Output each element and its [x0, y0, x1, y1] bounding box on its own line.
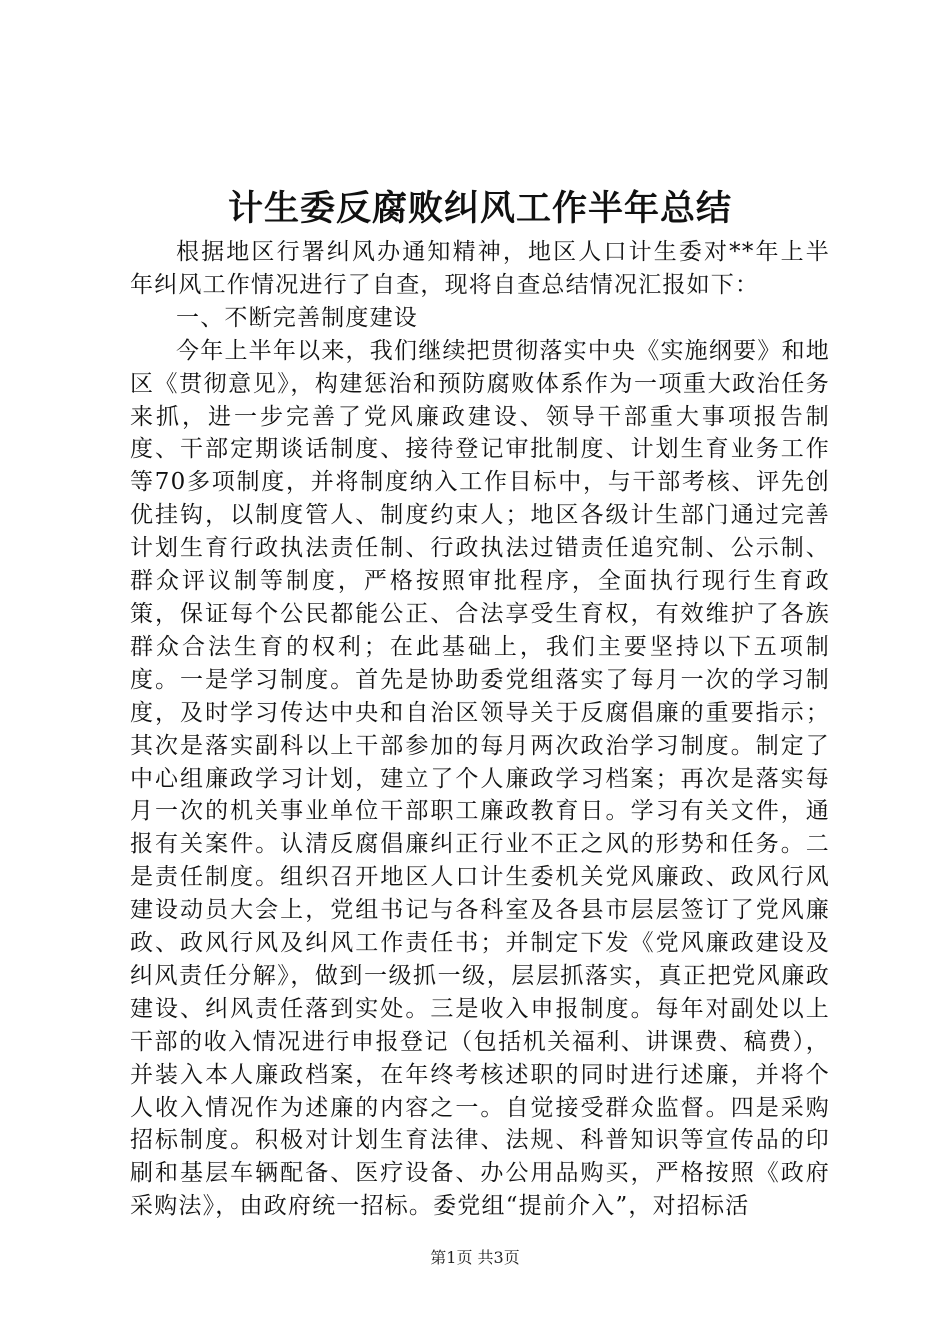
body-paragraph: 今年上半年以来，我们继续把贯彻落实中央《实施纲要》和地区《贯彻意见》，构建惩治和预防腐败体系作为一项重大政治任务来抓，进一步完善了党风廉政建设、领导干部重大事项报告制度、干部定期谈话制度、接待登记审批制度、计划生育业务工作等70多项制度，并将制度纳入工作目标中，与干部考核、评先创优挂钩，以制度管人、制度约束人；地区各级计生部门通过完善计划生育行政执法责任制、行政执法过错责任追究制、公示制、群众评议制等制度，严格按照审批程序，全面执行现行生育政策，保证每个公民都能公正、合法享受生育权，有效维护了各族群众合法生育的权利；在此基础上，我们主要坚持以下五项制度。一是学习制度。首先是协助委党组落实了每月一次的学习制度，及时学习传达中央和自治区领导关于反腐倡廉的重要指示；其次是落实副科以上干部参加的每月两次政治学习制度。制定了中心组廉政学习计划，建立了个人廉政学习档案；再次是落实每月一次的机关事业单位干部职工廉政教育日。学习有关文件，通报有关案件。认清反腐倡廉纠正行业不正之风的形势和任务。二是责任制度。组织召开地区人口计生委机关党风廉政、政风行风建设动员大会上，党组书记与各科室及各县市层层签订了党风廉政、政风行风及纠风工作责任书；并制定下发《党风廉政建设及纠风责任分解》，做到一级抓一级，层层抓落实，真正把党风廉政建设、纠风责任落到实处。三是收入申报制度。每年对副处以上干部的收入情况进行申报登记（包括机关福利、讲课费、稿费），并装入本人廉政档案，在年终考核述职的同时进行述廉，并将个人收入情况作为述廉的内容之一。自觉接受群众监督。四是采购招标制度。积极对计划生育法律、法规、科普知识等宣传品的印刷和基层车辆配备、医疗设备、办公用品购买，严格按照《政府采购法》，由政府统一招标。委党组“提前介入”，对招标活 — [130, 337, 830, 1220]
document-page — [130, 180, 830, 1223]
document-title: 计生委反腐败纠风工作半年总结 — [227, 188, 732, 229]
page-footer: 第1页 共3页 — [430, 1248, 520, 1267]
document-body — [130, 236, 830, 1223]
intro-paragraph: 根据地区行署纠风办通知精神，地区人口计生委对**年上半年纠风工作情况进行了自查，现将自查总结情况汇报如下： — [130, 239, 830, 298]
section-heading: 一、不断完善制度建设 — [176, 304, 418, 331]
